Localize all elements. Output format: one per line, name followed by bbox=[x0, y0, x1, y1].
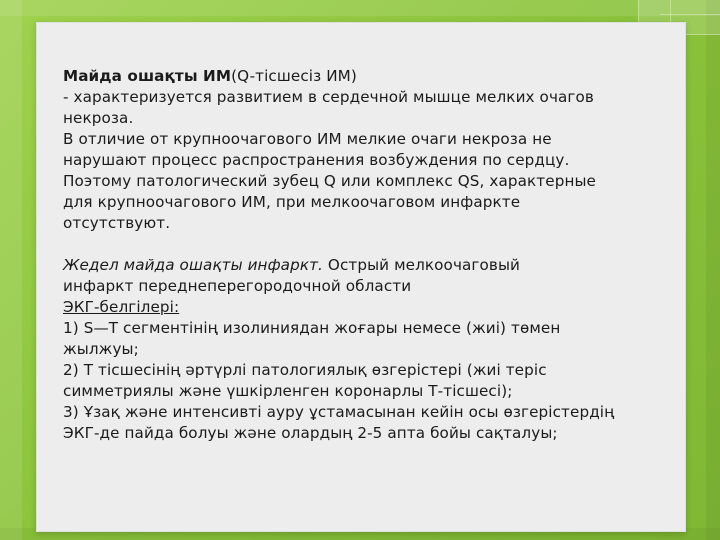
background-stripe-top bbox=[0, 0, 720, 16]
title-normal: (Q-тісшесіз ИМ) bbox=[231, 67, 357, 85]
title-bold: Майда ошақты ИМ bbox=[63, 67, 232, 85]
para2-line-2: нарушают процесс распространения возбуждения по сердцу. bbox=[63, 151, 570, 169]
para1-line-2: некроза. bbox=[63, 109, 134, 127]
section-2-italic: Жедел майда ошақты инфаркт. bbox=[63, 256, 323, 274]
ecg-items bbox=[63, 318, 667, 444]
section-2-rest: Острый мелкоочаговый bbox=[322, 256, 521, 274]
ecg-item-1-line-2: жылжуы; bbox=[63, 340, 139, 358]
background-stripe-left bbox=[0, 0, 22, 540]
section-2-line-2: инфаркт переднеперегородочной области bbox=[63, 277, 412, 295]
ecg-item-2-line-1: 2) Т тісшесінің әртүрлі патологиялық өзгерістері (жиі теріс bbox=[63, 361, 547, 379]
ecg-item-1-line-1: 1) S—T сегментінің изолиниядан жоғары немесе (жиі) төмен bbox=[63, 319, 561, 337]
para2-line-4: для крупноочагового ИМ, при мелкоочаговом инфаркте bbox=[63, 193, 521, 211]
para2-line-1: В отличие от крупноочагового ИМ мелкие очаги некроза не bbox=[63, 130, 552, 148]
slide-title bbox=[63, 66, 667, 87]
ecg-item-2-line-2: симметриялы және үшкірленген коронарлы Т-тісшесі); bbox=[63, 382, 513, 400]
ecg-header-text: ЭКГ-белгілері: bbox=[63, 298, 180, 316]
slide-content-panel bbox=[36, 22, 686, 532]
ecg-item-3-line-2: ЭКГ-де пайда болуы және олардың 2-5 апта бойы сақталуы; bbox=[63, 424, 558, 442]
para2-line-3: Поэтому патологический зубец Q или комплекс QS, характерные bbox=[63, 172, 597, 190]
paragraph-spacer bbox=[63, 234, 667, 255]
ecg-header bbox=[63, 297, 667, 318]
section-2-line-1 bbox=[63, 255, 667, 276]
section-2-heading bbox=[63, 255, 667, 297]
paragraph-1 bbox=[63, 87, 667, 129]
background-stripe-right bbox=[706, 0, 720, 540]
ecg-item-3-line-1: 3) Ұзақ және интенсивті ауру ұстамасынан кейін осы өзгерістердің bbox=[63, 403, 615, 421]
decorative-line-horizontal bbox=[660, 14, 720, 15]
para2-line-5: отсутствуют. bbox=[63, 214, 171, 232]
paragraph-2 bbox=[63, 129, 667, 234]
para1-line-1: - характеризуется развитием в сердечной мышце мелких очагов bbox=[63, 88, 594, 106]
slide-text bbox=[63, 66, 667, 444]
